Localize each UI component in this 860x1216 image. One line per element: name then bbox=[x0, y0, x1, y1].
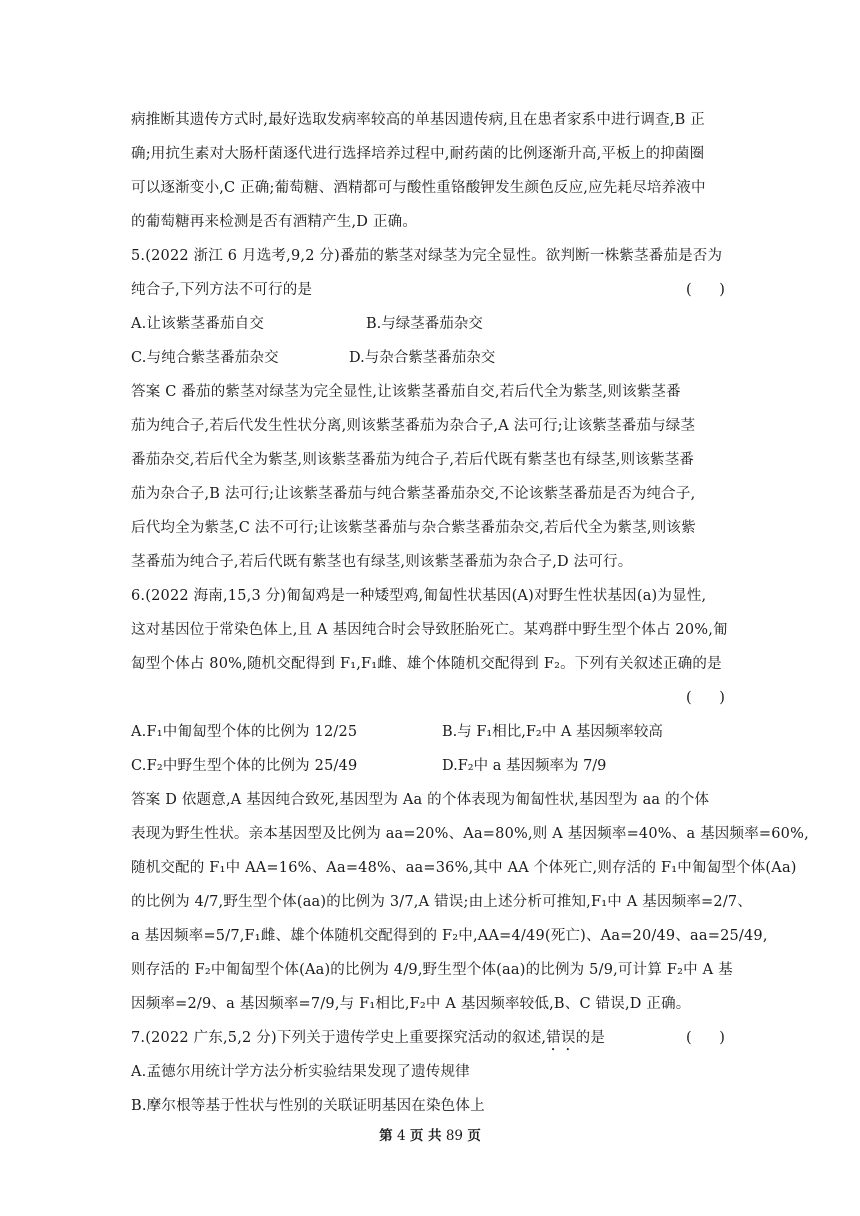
footer-label: 页 共 bbox=[409, 1128, 442, 1144]
question-6-stem: 匐型个体占 80%,随机交配得到 F₁,F₁雌、雄个体随机交配得到 F₂。下列有关叙述正确的是 bbox=[131, 656, 722, 672]
answer-explanation: a 基因频率=5/7,F₁雌、雄个体随机交配得到的 F₂中,AA=4/49(死亡)、Aa=20/49、aa=25/49, bbox=[131, 928, 768, 944]
footer-label: 页 bbox=[467, 1128, 481, 1144]
question-5-stem: 5.(2022 浙江 6 月选考,9,2 分)番茄的紫茎对绿茎为完全显性。欲判断一株紫茎番茄是否为 bbox=[131, 248, 723, 264]
option-a: A.F₁中匍匐型个体的比例为 12/25 bbox=[131, 724, 358, 740]
option-b: B.与绿茎番茄杂交 bbox=[366, 316, 483, 332]
paragraph-line: 可以逐渐变小,C 正确;葡萄糖、酒精都可与酸性重铬酸钾发生颜色反应,应先耗尽培养液中 bbox=[131, 180, 706, 196]
option-c: C.与纯合紫茎番茄杂交 bbox=[131, 350, 279, 366]
answer-explanation: 茄为杂合子,B 法可行;让该紫茎番茄与纯合紫茎番茄杂交,不论该紫茎番茄是否为纯合子, bbox=[131, 486, 696, 502]
answer-explanation: 随机交配的 F₁中 AA=16%、Aa=48%、aa=36%,其中 AA 个体死亡,则存活的 F₁中匍匐型个体(Aa) bbox=[131, 860, 797, 876]
paragraph-line: 确;用抗生素对大肠杆菌逐代进行选择培养过程中,耐药菌的比例逐渐升高,平板上的抑菌圈 bbox=[131, 146, 705, 162]
answer-explanation: 后代均全为紫茎,C 法不可行;让该紫茎番茄与杂合紫茎番茄杂交,若后代全为紫茎,则该紫 bbox=[131, 520, 696, 536]
question-6-stem: 这对基因位于常染色体上,且 A 基因纯合时会导致胚胎死亡。某鸡群中野生型个体占 20%,匍 bbox=[131, 622, 728, 638]
answer-explanation: 的比例为 4/7,野生型个体(aa)的比例为 3/7,A 错误;由上述分析可推知,F₁中 A 基因频率=2/7、 bbox=[131, 894, 753, 910]
option-b: B.摩尔根等基于性状与性别的关联证明基因在染色体上 bbox=[131, 1098, 485, 1114]
answer-explanation: 表现为野生性状。亲本基因型及比例为 aa=20%、Aa=80%,则 A 基因频率=40%、a 基因频率=60%, bbox=[131, 826, 809, 842]
paragraph-line: 的葡萄糖再来检测是否有酒精产生,D 正确。 bbox=[131, 214, 418, 230]
option-a: A.让该紫茎番茄自交 bbox=[131, 316, 265, 332]
answer-explanation: 茄为纯合子,若后代发生性状分离,则该紫茎番茄为杂合子,A 法可行;让该紫茎番茄与绿茎 bbox=[131, 418, 696, 434]
question-7-stem-text: 的是 bbox=[575, 1030, 606, 1046]
paragraph-line: 病推断其遗传方式时,最好选取发病率较高的单基因遗传病,且在患者家系中进行调查,B 正 bbox=[131, 112, 705, 128]
option-a: A.孟德尔用统计学方法分析实验结果发现了遗传规律 bbox=[131, 1064, 470, 1080]
emphasized-word: 错误 bbox=[546, 1030, 576, 1046]
question-7-stem bbox=[131, 1028, 605, 1054]
question-6-stem: 6.(2022 海南,15,3 分)匍匐鸡是一种矮型鸡,匍匐性状基因(A)对野生性状基因(a)为显性, bbox=[131, 588, 707, 604]
option-c: C.F₂中野生型个体的比例为 25/49 bbox=[131, 758, 358, 774]
answer-blank: ( ) bbox=[686, 282, 725, 298]
page-footer bbox=[0, 1126, 860, 1146]
answer-blank: ( ) bbox=[686, 690, 725, 706]
page-number: 4 bbox=[396, 1128, 406, 1144]
answer-explanation: 答案 C 番茄的紫茎对绿茎为完全显性,让该紫茎番茄自交,若后代全为紫茎,则该紫茎番 bbox=[131, 384, 681, 400]
question-7-stem-text: 7.(2022 广东,5,2 分)下列关于遗传学史上重要探究活动的叙述, bbox=[131, 1030, 547, 1046]
answer-explanation: 则存活的 F₂中匍匐型个体(Aa)的比例为 4/9,野生型个体(aa)的比例为 5/9,可计算 F₂中 A 基 bbox=[131, 962, 733, 978]
option-b: B.与 F₁相比,F₂中 A 基因频率较高 bbox=[442, 724, 663, 740]
question-5-stem: 纯合子,下列方法不可行的是 bbox=[131, 282, 313, 298]
footer-label: 第 bbox=[379, 1128, 393, 1144]
answer-explanation: 答案 D 依题意,A 基因纯合致死,基因型为 Aa 的个体表现为匍匐性状,基因型为 aa 的个体 bbox=[131, 792, 710, 808]
answer-explanation: 番茄杂交,若后代全为紫茎,则该紫茎番茄为纯合子,若后代既有紫茎也有绿茎,则该紫茎番 bbox=[131, 452, 695, 468]
option-d: D.与杂合紫茎番茄杂交 bbox=[349, 350, 496, 366]
page-total: 89 bbox=[445, 1128, 464, 1144]
answer-explanation: 茎番茄为纯合子,若后代既有紫茎也有绿茎,则该紫茎番茄为杂合子,D 法可行。 bbox=[131, 554, 633, 570]
answer-explanation: 因频率=2/9、a 基因频率=7/9,与 F₁相比,F₂中 A 基因频率较低,B、C 错误,D 正确。 bbox=[131, 996, 691, 1012]
option-d: D.F₂中 a 基因频率为 7/9 bbox=[442, 758, 607, 774]
answer-blank: ( ) bbox=[686, 1030, 725, 1046]
